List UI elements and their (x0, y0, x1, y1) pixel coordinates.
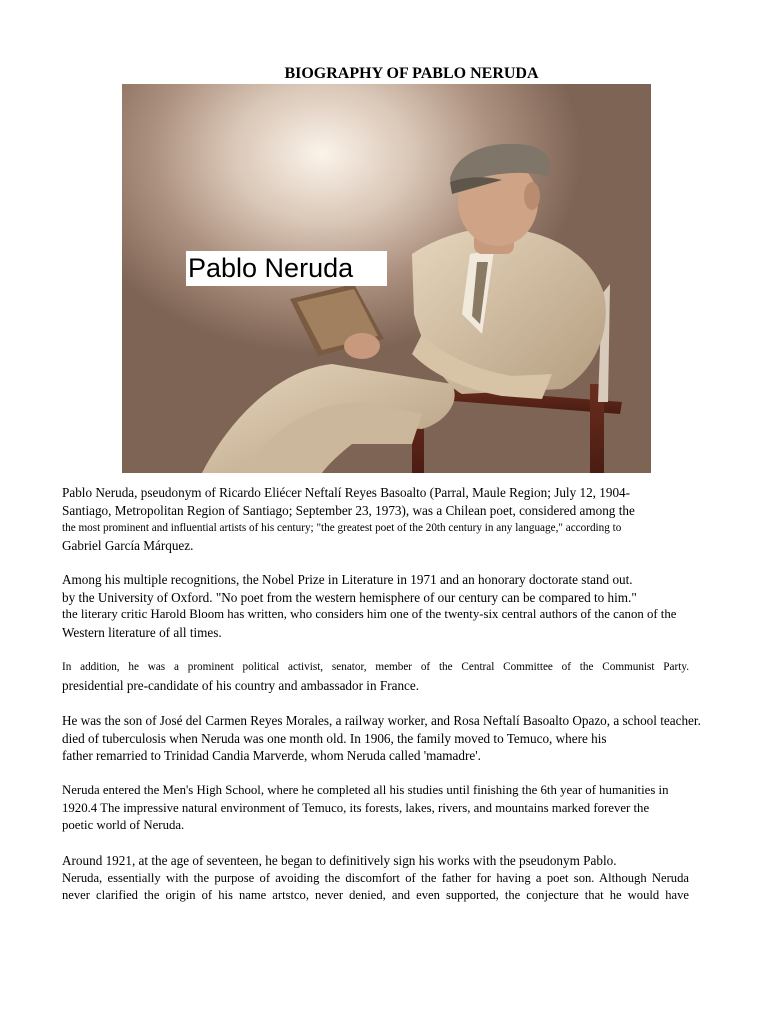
paragraph-3 (62, 659, 689, 694)
text-line: by the University of Oxford. "No poet from the western hemisphere of our century can be compared to him." (62, 589, 637, 605)
document-title: BIOGRAPHY OF PABLO NERUDA (284, 65, 539, 82)
text-line: Western literature of all times. (62, 624, 222, 640)
text-line: Santiago, Metropolitan Region of Santiago; September 23, 1973), was a Chilean poet, considered among the (62, 502, 635, 518)
paragraph-4 (62, 712, 702, 765)
text-line: died of tuberculosis when Neruda was one month old. In 1906, the family moved to Temuco, where his (62, 730, 607, 746)
paragraph-2 (62, 571, 707, 641)
text-line: poetic world of Neruda. (62, 818, 185, 832)
text-line: Neruda entered the Men's High School, where he completed all his studies until finishing the 6th year of humanities in (62, 783, 669, 797)
text-line: Among his multiple recognitions, the Nobel Prize in Literature in 1971 and an honorary doctorate stand out. (62, 572, 633, 587)
text-line: He was the son of José del Carmen Reyes Morales, a railway worker, and Rosa Neftalí Basoalto Opazo, a school teacher. (62, 713, 701, 728)
text-line: never clarified the origin of his name artstco, never denied, and even supported, the conjecture that he would have (62, 888, 689, 902)
text-line: Around 1921, at the age of seventeen, he began to definitively sign his works with the pseudonym Pablo. (62, 853, 617, 868)
photo-caption: Pablo Neruda (186, 251, 387, 286)
text-line: father remarried to Trinidad Candia Marverde, whom Neruda called 'mamadre'. (62, 748, 481, 763)
paragraph-1 (62, 484, 652, 555)
text-line: presidential pre-candidate of his country and ambassador in France. (62, 677, 420, 693)
text-line: the literary critic Harold Bloom has written, who considers him one of the twenty-six central authors of the canon of the (62, 607, 677, 621)
text-line: Neruda, essentially with the purpose of avoiding the discomfort of the father for having a poet son. Although Neruda (62, 870, 689, 885)
text-line: Pablo Neruda, pseudonym of Ricardo Eliécer Neftalí Reyes Basoalto (Parral, Maule Region; July 12, 1904- (62, 485, 631, 500)
text-line: In addition, he was a prominent political activist, senator, member of the Central Committee of the Communist Party. (62, 661, 689, 673)
paragraph-6 (62, 852, 689, 905)
text-line: 1920.4 The impressive natural environment of Temuco, its forests, lakes, rivers, and mountains marked forever the (62, 800, 650, 815)
text-line: the most prominent and influential artists of his century; "the greatest poet of the 20th century in any language," according to (62, 522, 622, 534)
text-line: Gabriel García Márquez. (62, 538, 194, 553)
paragraph-5 (62, 782, 682, 835)
